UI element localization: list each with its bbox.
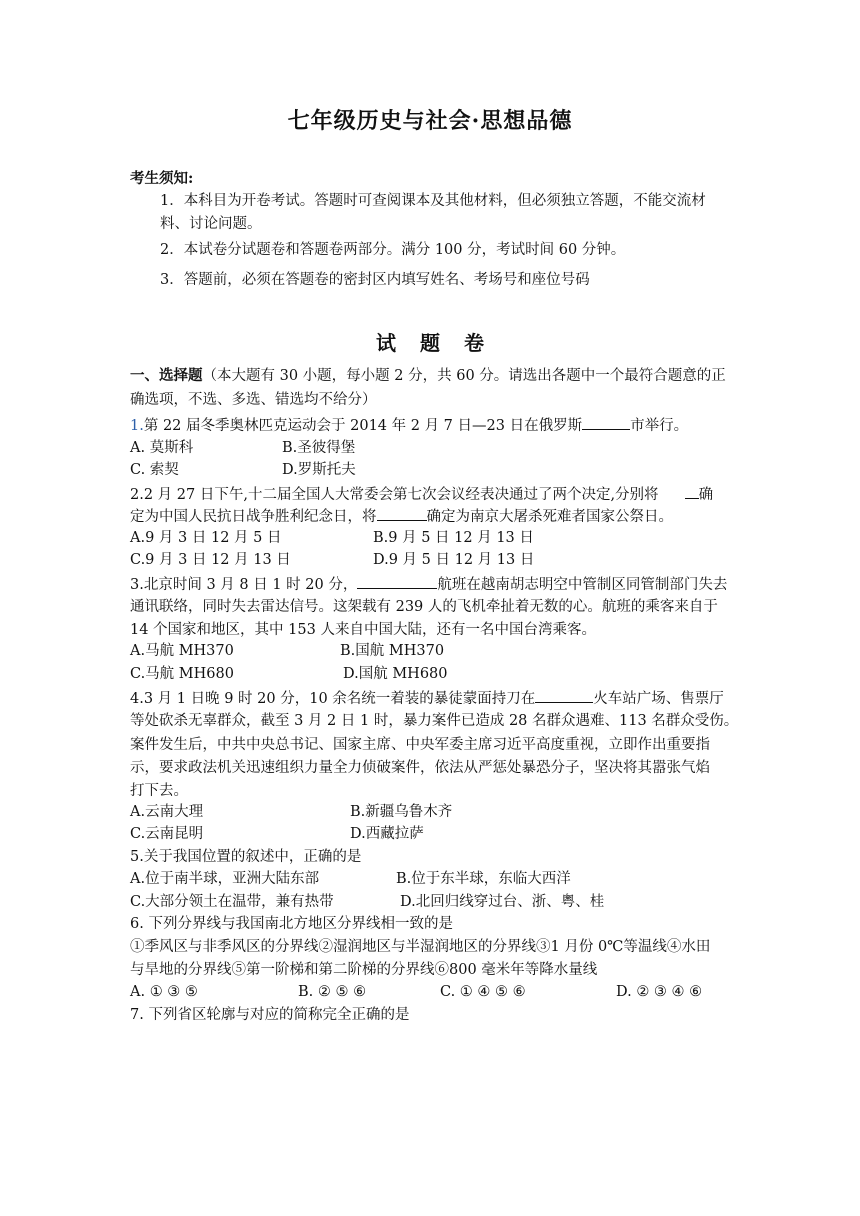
q3-option-d: D.国航 MH680 [343,666,448,682]
question-6-line-2: ①季风区与非季风区的分界线②湿润地区与半湿润地区的分界线③1 月份 0℃等温线④水田 [130,939,711,955]
notice-item-2: 2．本试卷分试题卷和答题卷两部分。满分 100 分，考试时间 60 分钟。 [160,242,626,258]
q6-option-b: B. ② ⑤ ⑥ [298,984,367,1000]
question-3-text-a: 3.北京时间 3 月 8 日 1 时 20 分， [130,577,358,593]
question-5-line-1: 5.关于我国位置的叙述中，正确的是 [130,849,362,865]
question-2-line-1 [130,483,713,505]
question-2-text-d: 确定为南京大屠杀死难者国家公祭日。 [426,509,673,525]
q4-option-b: B.新疆乌鲁木齐 [350,804,453,820]
q1-option-b: B.圣彼得堡 [282,440,356,456]
notice-item-1-cont: 料、讨论问题。 [160,216,262,232]
question-4-text-a: 4.3 月 1 日晚 9 时 20 分，10 余名统一着装的暴徒蒙面持刀在 [130,691,536,707]
q2-option-d: D.9 月 5 日 12 月 13 日 [373,552,535,568]
question-1-text-b: 市举行。 [630,418,689,434]
question-2-line-2 [130,505,673,527]
question-3-line-2: 通讯联络，同时失去雷达信号。这架载有 239 人的飞机牵扯着无数的心。航班的乘客来自于 [130,599,718,615]
q1-option-c: C. 索契 [130,462,179,478]
question-3-line-1 [130,573,727,595]
question-3-line-3: 14 个国家和地区，其中 153 人来自中国大陆，还有一名中国台湾乘客。 [130,622,596,638]
question-1 [130,414,688,436]
question-6-line-1: 6. 下列分界线与我国南北方地区分界线相一致的是 [130,916,453,932]
q2-option-b: B.9 月 5 日 12 月 13 日 [373,530,534,546]
question-4-line-4: 示，要求政法机关迅速组织力量全力侦破案件，依法从严惩处暴恐分子，坚决将其嚣张气焰 [130,760,710,776]
page-title: 七年级历史与社会·思想品德 [287,108,573,134]
q6-option-c: C. ① ④ ⑤ ⑥ [440,984,526,1000]
section1-intro [130,366,726,386]
q5-option-b: B.位于东半球，东临大西洋 [396,871,571,887]
answer-blank [685,483,699,499]
section1-intro-b: 确选项，不选、多选、错选均不给分） [130,392,377,408]
question-2-text-a: 2.2 月 27 日下午,十二届全国人大常委会第七次会议经表决通过了两个决定,分别将 [130,487,659,503]
q5-option-c: C.大部分领土在温带，兼有热带 [130,894,334,910]
question-4-line-2: 等处砍杀无辜群众，截至 3 月 2 日 1 时，暴力案件已造成 28 名群众遇难、113 名群众受伤。 [130,713,739,729]
q6-option-d: D. ② ③ ④ ⑥ [616,984,703,1000]
q5-option-d: D.北回归线穿过台、浙、粤、桂 [400,894,605,910]
answer-blank [377,505,427,521]
question-7-line-1: 7. 下列省区轮廓与对应的简称完全正确的是 [130,1007,410,1023]
paper-subtitle: 试题卷 [376,331,508,355]
question-3-text-b: 航班在越南胡志明空中管制区同管制部门失去 [437,577,728,593]
notice-heading: 考生须知: [130,170,194,187]
answer-blank [535,687,593,703]
question-2-text-b: 确 [698,487,714,503]
q4-option-d: D.西藏拉萨 [350,826,424,842]
question-4-line-5: 打下去。 [130,783,188,799]
q5-option-a: A.位于南半球，亚洲大陆东部 [130,871,320,887]
q3-option-c: C.马航 MH680 [130,666,234,682]
answer-blank [357,573,437,589]
question-1-text-a: 第 22 届冬季奥林匹克运动会于 2014 年 2 月 7 日—23 日在俄罗斯 [143,418,583,434]
q1-option-d: D.罗斯托夫 [282,462,356,478]
question-6-line-3: 与旱地的分界线⑤第一阶梯和第二阶梯的分界线⑥800 毫米年等降水量线 [130,962,598,978]
notice-item-1: 1．本科目为开卷考试。答题时可查阅课本及其他材料，但必须独立答题，不能交流材 [160,193,706,209]
q3-option-a: A.马航 MH370 [130,643,234,659]
notice-item-3: 3．答题前，必须在答题卷的密封区内填写姓名、考场号和座位号码 [160,272,590,288]
q2-option-c: C.9 月 3 日 12 月 13 日 [130,552,291,568]
answer-blank [582,414,630,430]
q3-option-b: B.国航 MH370 [340,643,445,659]
question-4-line-3: 案件发生后，中共中央总书记、国家主席、中央军委主席习近平高度重视，立即作出重要指 [130,737,710,753]
q1-option-a: A. 莫斯科 [130,440,194,456]
question-4-text-b: 火车站广场、售票厅 [593,691,724,707]
question-2-text-c: 定为中国人民抗日战争胜利纪念日，将 [130,509,377,525]
q2-option-a: A.9 月 3 日 12 月 5 日 [130,530,282,546]
section1-heading: 一、选择题 [130,367,203,384]
q4-option-c: C.云南昆明 [130,826,204,842]
question-1-number: 1. [130,418,144,434]
question-4-line-1 [130,687,724,709]
q4-option-a: A.云南大理 [130,804,204,820]
q6-option-a: A. ① ③ ⑤ [130,984,198,1000]
section1-intro-a: （本大题有 30 小题，每小题 2 分，共 60 分。请选出各题中一个最符合题意的正 [202,368,726,384]
